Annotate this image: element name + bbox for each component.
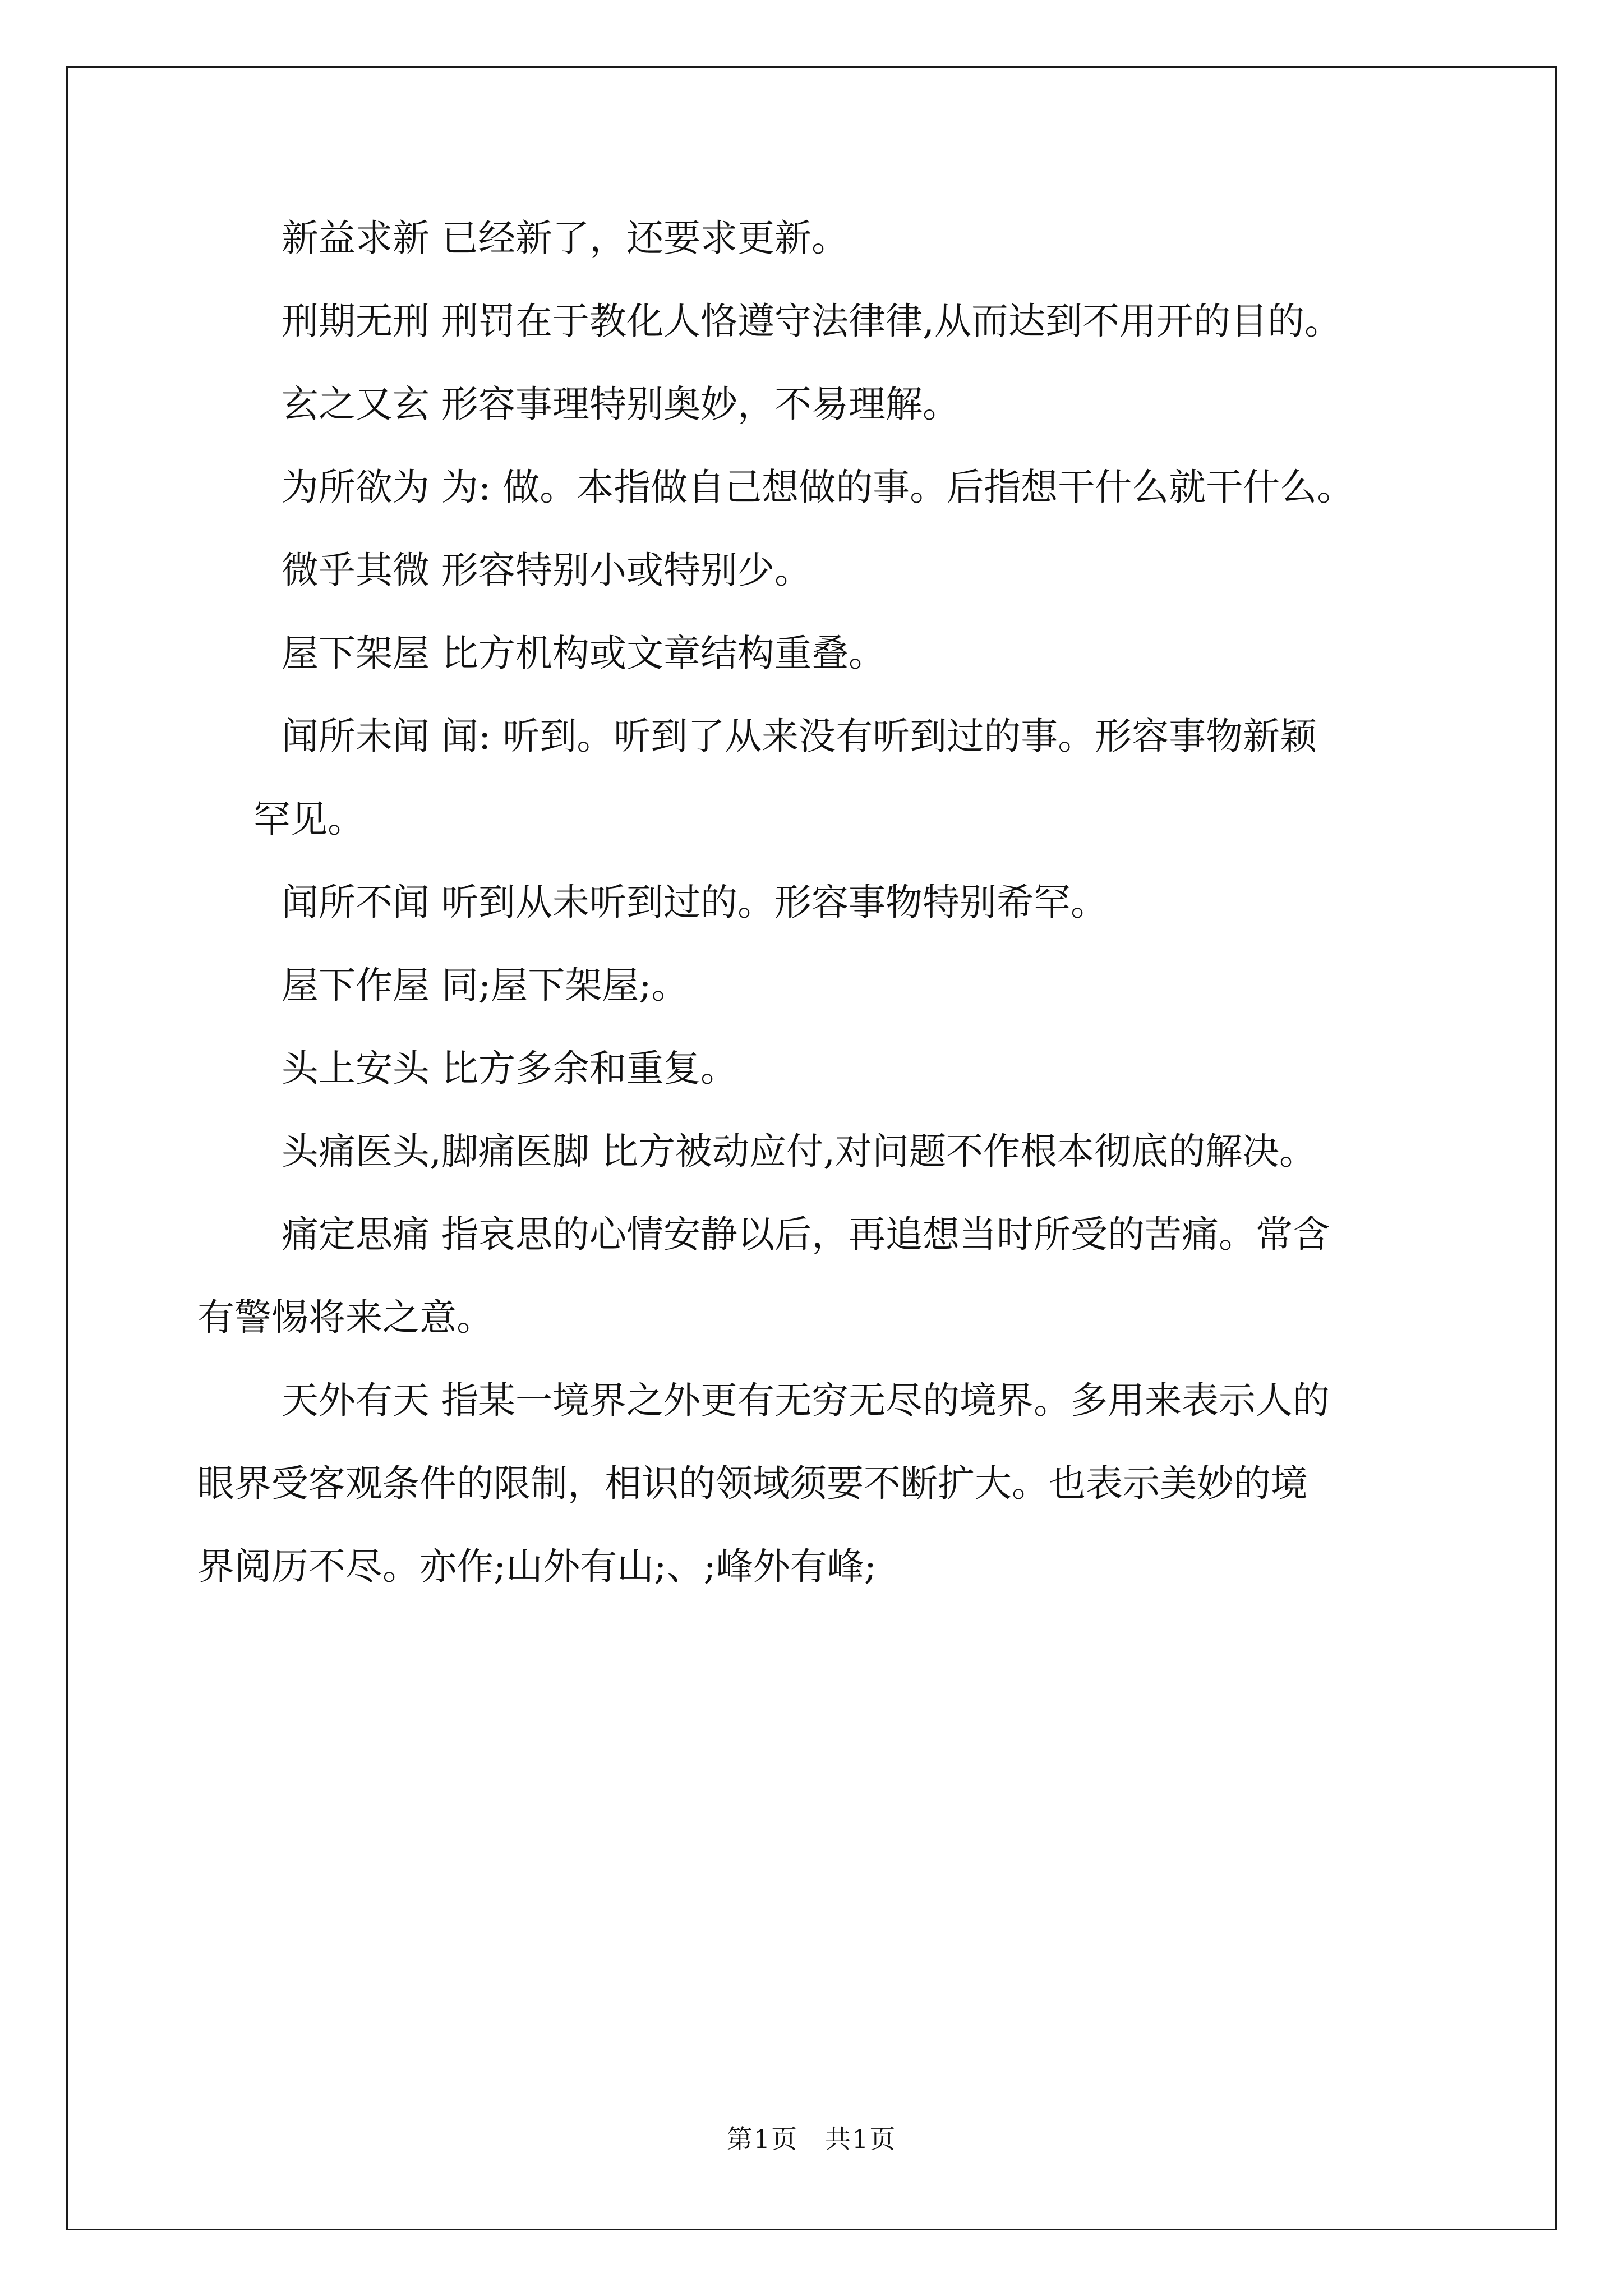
entry-12-continuation: 有警惕将来之意。	[197, 1296, 494, 1339]
entry-definition: 比方被动应付,对问题不作根本彻底的解决。	[601, 1130, 1316, 1173]
entry-8	[282, 880, 1108, 925]
entry-term: 微乎其微	[282, 549, 430, 592]
entry-13-continuation-2: 界阅历不尽。亦作;山外有山;、;峰外有峰;	[197, 1545, 877, 1588]
page-number-footer: 第1页 共1页	[726, 2124, 897, 2154]
entry-term: 屋下架屋	[282, 632, 430, 675]
entry-definition: 形容特别小或特别少。	[441, 549, 811, 592]
entry-term: 头上安头	[282, 1047, 430, 1090]
entry-definition: 为: 做。本指做自己想做的事。后指想干什么就干什么。	[441, 466, 1354, 509]
entry-term: 新益求新	[282, 217, 430, 260]
entry-definition: 比方机构或文章结构重叠。	[441, 632, 886, 675]
entry-11	[282, 1129, 1316, 1174]
entry-5	[282, 548, 811, 593]
entry-definition: 同;屋下架屋;。	[441, 964, 689, 1007]
entry-term: 刑期无刑	[282, 300, 430, 343]
entry-7	[282, 714, 1317, 759]
entry-term: 痛定思痛	[282, 1213, 430, 1256]
entry-13-continuation: 眼界受客观条件的限制，相识的领域须要不断扩大。也表示美妙的境	[197, 1462, 1308, 1505]
entry-definition: 闻: 听到。听到了从来没有听到过的事。形容事物新颖	[441, 715, 1317, 758]
entry-12	[282, 1212, 1330, 1257]
entry-definition: 已经新了，还要求更新。	[441, 217, 849, 260]
entry-term: 玄之又玄	[282, 383, 430, 426]
entry-definition: 比方多余和重复。	[441, 1047, 737, 1090]
entry-3	[282, 382, 960, 427]
entry-definition: 指哀思的心情安静以后，再追想当时所受的苦痛。常含	[441, 1213, 1330, 1256]
entry-7-continuation: 罕见。	[253, 798, 365, 841]
entry-1	[282, 216, 849, 261]
entry-term: 屋下作屋	[282, 964, 430, 1007]
entry-6	[282, 631, 886, 676]
entry-definition: 指某一境界之外更有无穷无尽的境界。多用来表示人的	[441, 1379, 1330, 1422]
entry-10	[282, 1046, 737, 1091]
entry-term: 闻所不闻	[282, 881, 430, 924]
entry-4	[282, 465, 1354, 510]
entry-term: 为所欲为	[282, 466, 430, 509]
entry-definition: 刑罚在于教化人恪遵守法律律,从而达到不用开的目的。	[441, 300, 1341, 343]
entry-13	[282, 1378, 1330, 1423]
entry-2	[282, 299, 1341, 344]
entry-term: 头痛医头,脚痛医脚	[282, 1130, 589, 1173]
entry-9	[282, 963, 688, 1008]
entry-term: 闻所未闻	[282, 715, 430, 758]
entry-term: 天外有天	[282, 1379, 430, 1422]
entry-definition: 听到从未听到过的。形容事物特别希罕。	[441, 881, 1108, 924]
entry-definition: 形容事理特别奥妙，不易理解。	[441, 383, 960, 426]
